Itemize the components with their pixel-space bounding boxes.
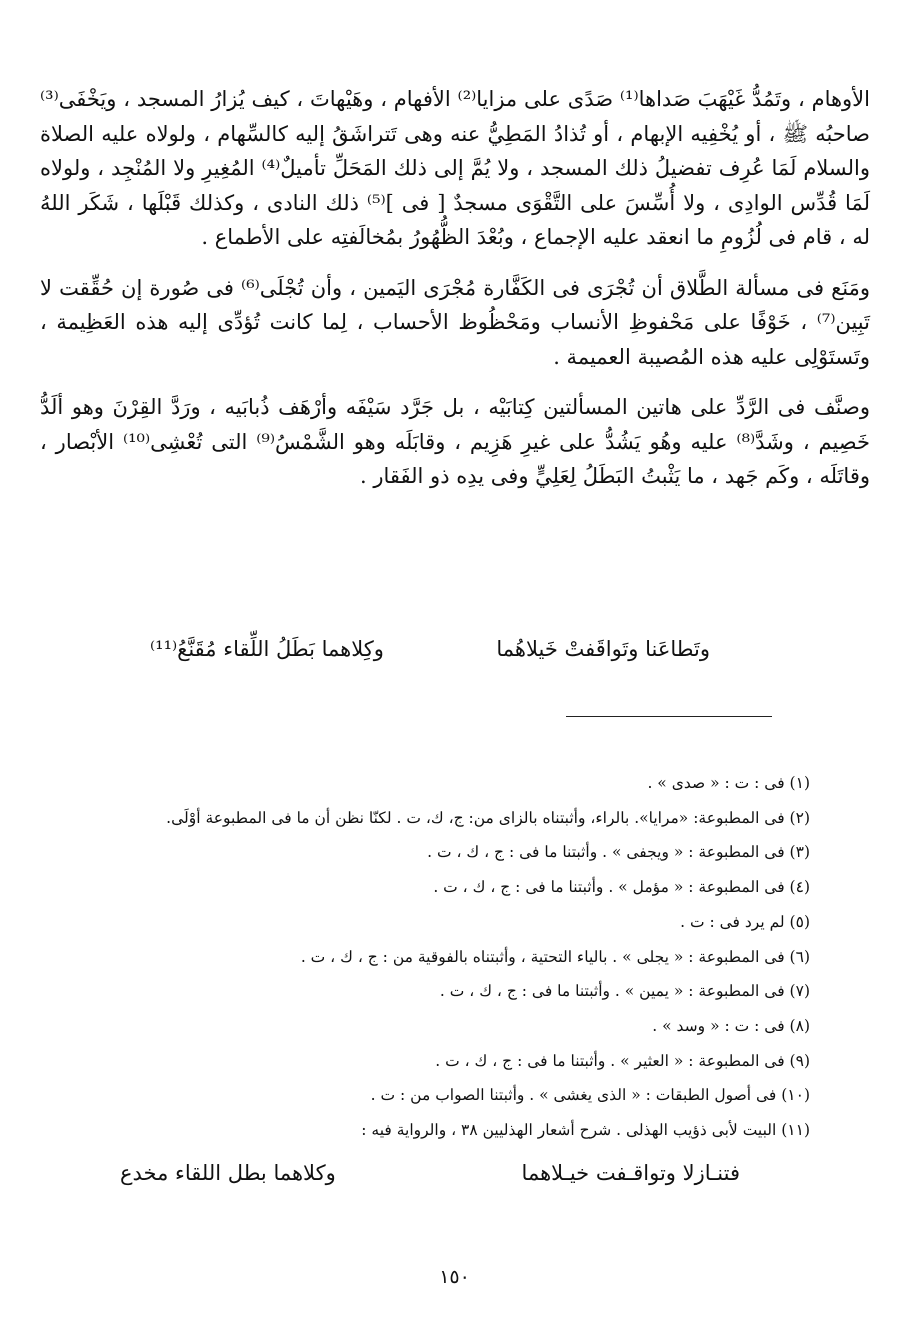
- main-text-block: [40, 82, 870, 494]
- footnote-1: (١) فى : ت : « صدى » .: [647, 774, 810, 792]
- footnote-5: (٥) لم يرد فى : ت .: [680, 912, 810, 931]
- footnote-10: (١٠) فى أصول الطبقات : « الذى يغشى » . وأثبتنا الصواب من : ت .: [370, 1086, 810, 1105]
- footnote-verse-second-hemistich: وكلاهما بطل اللقاء مخدع: [120, 1161, 336, 1185]
- paragraph-1: الأوهام ، وتَمُدُّ غَيْهَبَ صَداها⁽¹⁾ صَدًى على مزايا⁽²⁾ الأفهام ، وهَيْهاتَ ، كيف يُزارُ المسجد ، ويَخْفَى⁽³⁾ صاحبُه ﷺ ، أو يُخْفِيه الإبهام ، أو تُذادُ المَطِيُّ عنه وهى تَتراشَقُ إليه كالسِّهام ، ولولاه عليه الصلاة والسلام لَمَا عُرِف تفضيلُ ذلك المسجد ، ولا يُمَّ إلى ذلك المَحَلِّ تأميلٌ⁽⁴⁾ المُغِيرِ ولا المُنْجِد ، ولولاه لَمَا قُدِّس الوادِى ، ولا أُسِّسَ على التَّقْوَى مسجدٌ [ فى ]⁽⁵⁾ ذلك النادى ، وكذلك قَبْلَها ، شَكَر اللهُ له ، قام فى لُزُومِ ما انعقد عليه الإجماع ، وبُعْدَ الظُّهُورُ بمُخالَفتِه على الأطماع .: [40, 87, 870, 249]
- footnote-8: (٨) فى : ت : « وسد » .: [652, 1016, 810, 1035]
- poetry-verse: [150, 632, 710, 666]
- paragraph-2: ومَنَع فى مسألة الطَّلاق أن تُجْرَى فى الكَفَّارة مُجْرَى اليَمين ، وأن تُجْلَى⁽⁶⁾ فى صُورة إن حُقِّقت لا تَبِين⁽⁷⁾ ، خَوْفًا على مَحْفوظِ الأنساب ومَحْظُوظ الأحساب ، لِما كانت تُؤدِّى إليه هذه العَظِيمة ، وتَستَوْلِى عليه هذه المُصيبة العميمة .: [40, 275, 871, 369]
- footnote-11: (١١) البيت لأبى ذؤيب الهذلى . شرح أشعار الهذليين ٣٨ ، والرواية فيه :: [361, 1121, 810, 1140]
- footnote-4: (٤) فى المطبوعة : « مؤمل » . وأثبتنا ما فى : ج ، ك ، ت .: [433, 878, 810, 897]
- verse-first-hemistich: وتَطاعَنا وتَواقَفتْ خَيلاهُما: [496, 637, 710, 661]
- footnote-verse: [120, 1156, 740, 1190]
- footnote-3: (٣) فى المطبوعة : « ويجفى » . وأثبتنا ما فى : ج ، ك ، ت .: [427, 843, 810, 862]
- verse-second-hemistich: وكِلاهما بَطَلُ اللِّقاء مُقَنَّعُ⁽¹¹⁾: [150, 637, 384, 661]
- footnotes-list: [160, 766, 810, 1148]
- footnote-2: (٢) فى المطبوعة: «مرايا». بالراء، وأثبتناه بالزاى من: ج، ك، ت . لكنّا نظن أن ما فى المطبوعة أوْلَى.: [166, 808, 810, 827]
- footnote-9: (٩) فى المطبوعة : « العثير » . وأثبتنا ما فى : ج ، ك ، ت .: [435, 1051, 810, 1070]
- footnote-7: (٧) فى المطبوعة : « يمين » . وأثبتنا ما فى : ج ، ك ، ت .: [439, 982, 810, 1001]
- footnote-6: (٦) فى المطبوعة : « يجلى » . بالياء التحتية ، وأثبتناه بالفوقية من : ج ، ك ، ت .: [300, 947, 810, 966]
- footnote-separator: [566, 716, 772, 717]
- page-number: ١٥٠: [439, 1266, 470, 1288]
- paragraph-3: وصنَّف فى الرَّدِّ على هاتين المسألتين كِتابَيْه ، بل جَرَّد سَيْفَه وأرْهَف ذُبابَيه ، ورَدَّ القِرْنَ وهو ألَدُّ خَصِيم ، وشَدَّ⁽⁸⁾ عليه وهُو يَشُدُّ على غيرِ هَزِيم ، وقابَلَه وهو الشَّمْسُ⁽⁹⁾ التى تُعْشِى⁽¹⁰⁾ الأبْصار ، وقاتَلَه ، وكَم جَهد ، ما يَثْبتُ البَطَلُ لِعَلِيٍّ وفى يدِه ذو الفَقار .: [40, 395, 870, 488]
- footnote-verse-first-hemistich: فتنـازلا وتواقـفت خيـلاهما: [521, 1161, 740, 1185]
